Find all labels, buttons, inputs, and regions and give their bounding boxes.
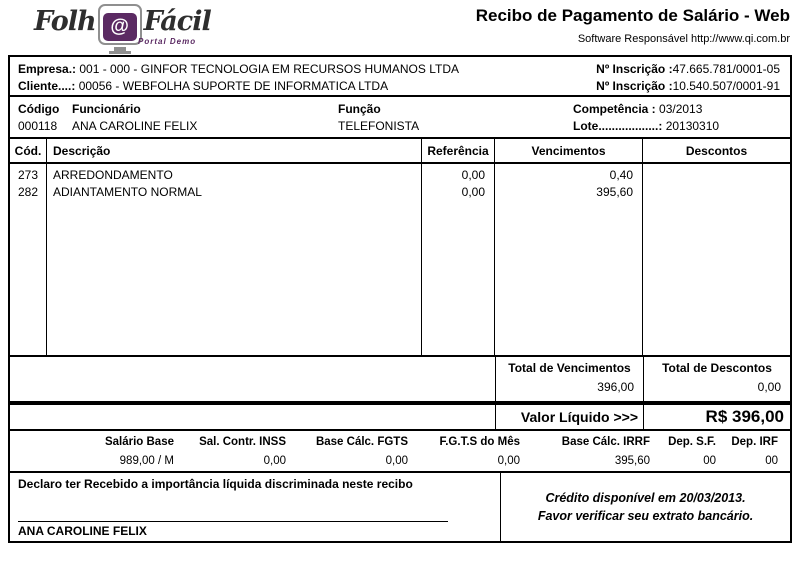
cell-vencimentos-row0: 0,40 [609,168,633,182]
dep-sf-value: 00 [703,455,716,467]
valor-liquido-label: Valor Líquido >>> [495,405,643,429]
funcionario-value: ANA CAROLINE FELIX [72,119,198,133]
base-calc-irrf-label: Base Cálc. IRRF [561,436,650,448]
column-descricao [47,164,422,355]
col-header-descricao: Descrição [47,139,422,162]
column-cod [10,164,47,355]
cliente-value: 00056 - WEBFOLHA SUPORTE DE INFORMATICA LTDA [78,79,389,93]
inscricao1-value: 47.665.781/0001-05 [672,62,780,76]
valor-liquido-row [10,403,790,431]
employee-role [338,101,573,137]
software-credit: Software Responsável http://www.qi.com.br [577,33,790,45]
competencia-info [573,101,782,137]
base-calc-fgts-value: 0,00 [385,455,408,467]
page-header [0,0,800,55]
total-descontos-label: Total de Descontos [662,361,772,375]
total-vencimentos-cell [495,357,643,401]
credit-notice [500,473,790,541]
liquido-spacer [10,405,495,429]
credit-line-1: Crédito disponível em 20/03/2013. [545,491,746,505]
total-vencimentos-value: 396,00 [597,380,634,394]
empresa-value: 001 - 000 - GINFOR TECNOLOGIA EM RECURSOS HUMANOS LTDA [79,62,460,76]
monitor-icon [98,4,142,45]
folha-facil-logo [34,2,211,52]
valor-liquido-value: R$ 396,00 [643,405,790,429]
empresa-label: Empresa.: [18,62,77,76]
competencia-value: 03/2013 [659,102,703,116]
sal-contr-inss-value: 0,00 [263,455,286,467]
fgts-do-mes-label: F.G.T.S do Mês [439,436,520,448]
col-header-cod: Cód. [10,139,47,162]
inscricao2-value: 10.540.507/0001-91 [672,79,780,93]
employee-box [10,97,790,139]
col-header-descontos: Descontos [685,143,748,158]
lote-label: Lote..................: [573,119,663,133]
dep-irf-label: Dep. IRF [731,436,778,448]
cell-cod-row0: 273 [17,168,39,182]
column-descontos [643,164,790,355]
at-icon: @ [103,13,137,41]
totals-spacer [10,357,495,401]
funcionario-label: Funcionário [72,102,141,116]
bases-strip [10,431,790,473]
declaration-text: Declaro ter Recebido a importância líquida discriminada neste recibo [18,477,413,491]
funcao-label: Função [338,102,381,116]
title-block [476,6,790,45]
inscricao1-label: Nº Inscrição : [596,62,673,76]
cell-referencia-row1: 0,00 [461,185,485,199]
logo-subtitle: Portal Demo [138,37,197,46]
receipt-document [8,55,792,543]
total-vencimentos-label: Total de Vencimentos [508,361,631,375]
total-descontos-cell [643,357,790,401]
cell-descricao-row0: ARREDONDAMENTO [53,168,173,182]
codigo-label: Código [18,102,60,116]
lote-value: 20130310 [665,119,720,133]
salario-base-value: 989,00 / M [119,455,174,467]
bases-header-row [10,431,790,452]
column-vencimentos [495,164,643,355]
base-calc-fgts-label: Base Cálc. FGTS [315,436,408,448]
declaration-area [10,473,500,541]
signature-name: ANA CAROLINE FELIX [18,524,147,538]
inscricao2-label: Nº Inscrição : [596,79,673,93]
logo-text-folh: Folh [34,6,96,37]
dep-irf-value: 00 [765,455,778,467]
salario-base-label: Salário Base [104,436,174,448]
inscricao-info [596,61,782,95]
codigo-value: 000118 [18,119,58,133]
cell-descricao-row1: ADIANTAMENTO NORMAL [53,185,202,199]
declaration-box [10,473,790,541]
total-descontos-value: 0,00 [757,380,781,394]
company-info [18,61,459,95]
competencia-label: Competência : [573,102,656,116]
cliente-label: Cliente....: [18,79,76,93]
page-title: Recibo de Pagamento de Salário - Web [475,6,790,25]
funcao-value: TELEFONISTA [338,119,420,133]
employee-id [18,101,338,137]
cell-vencimentos-row1: 395,60 [596,185,633,199]
column-referencia [422,164,495,355]
totals-row [10,357,790,403]
sal-contr-inss-label: Sal. Contr. INSS [199,436,286,448]
signature-area [18,521,492,538]
col-header-vencimentos: Vencimentos [495,139,643,162]
base-calc-irrf-value: 395,60 [614,455,650,467]
earnings-table-body [10,164,790,357]
credit-line-2: Favor verificar seu extrato bancário. [537,509,754,523]
company-box [10,57,790,97]
cell-cod-row1: 282 [17,185,39,199]
signature-line [18,521,448,522]
col-header-referencia: Referência [422,139,495,162]
cell-referencia-row0: 0,00 [461,168,485,182]
earnings-table-header [10,139,790,164]
dep-sf-label: Dep. S.F. [668,436,716,448]
logo-text-facil: Fácil [143,6,211,37]
bases-value-row [10,452,790,471]
fgts-do-mes-value: 0,00 [497,455,520,467]
